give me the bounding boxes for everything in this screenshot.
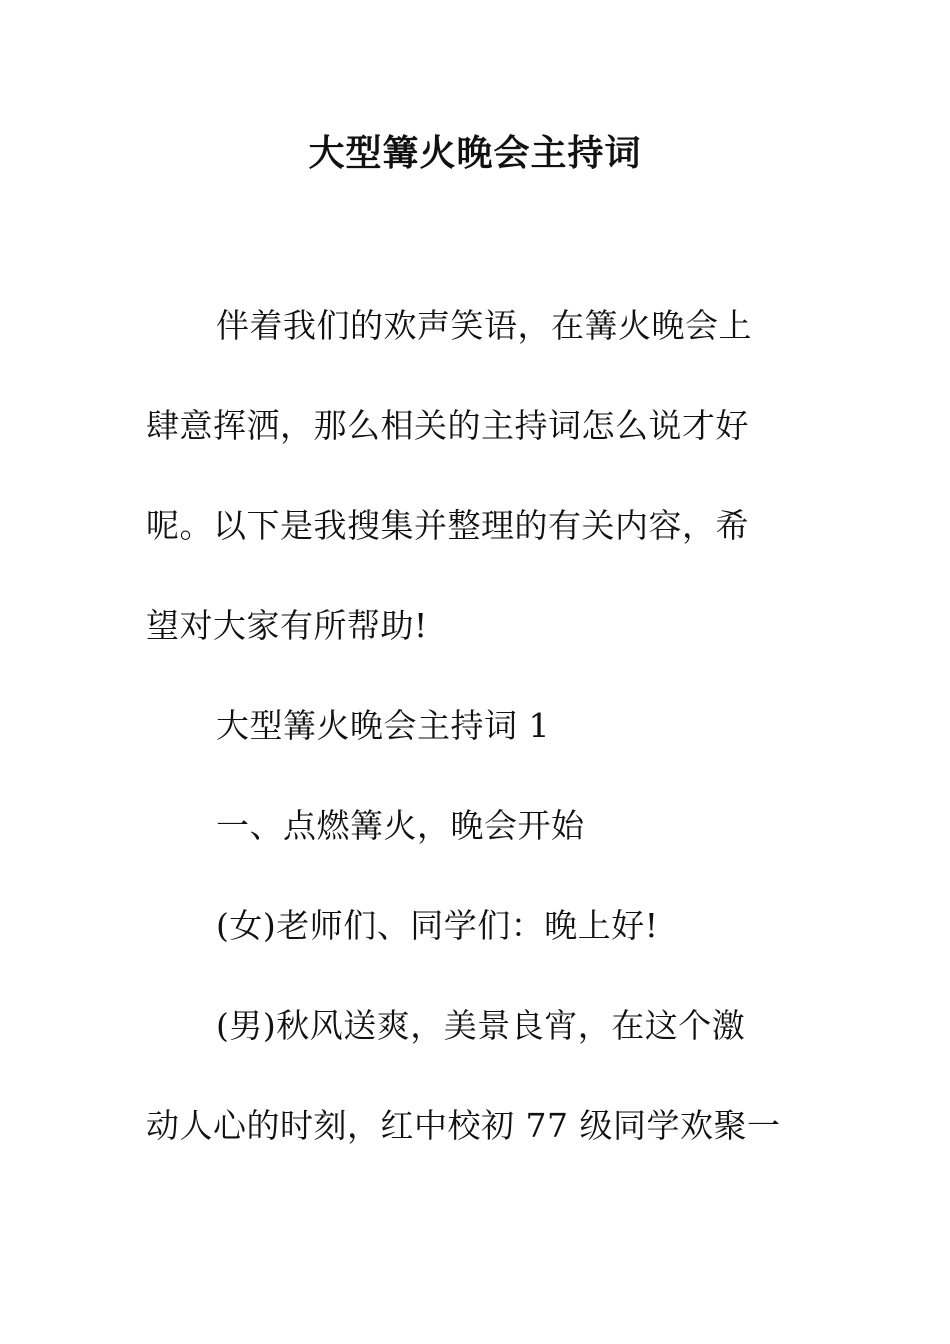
dialogue-line: (男)秋风送爽，美景良宵，在这个激 xyxy=(216,1006,746,1045)
paragraph-line: 动人心的时刻，红中校初 77 级同学欢聚一 xyxy=(146,1106,781,1145)
dialogue-line: (女)老师们、同学们：晚上好! xyxy=(216,906,659,945)
paragraph-line: 伴着我们的欢声笑语，在篝火晚会上 xyxy=(216,306,752,345)
document-title: 大型篝火晚会主持词 xyxy=(308,132,642,174)
paragraph-line: 肆意挥洒，那么相关的主持词怎么说才好 xyxy=(146,406,749,445)
paragraph-line: 望对大家有所帮助! xyxy=(146,606,428,645)
subsection-heading: 一、点燃篝火，晚会开始 xyxy=(216,806,585,845)
section-heading: 大型篝火晚会主持词 1 xyxy=(216,706,550,745)
paragraph-line: 呢。以下是我搜集并整理的有关内容，希 xyxy=(146,506,749,545)
